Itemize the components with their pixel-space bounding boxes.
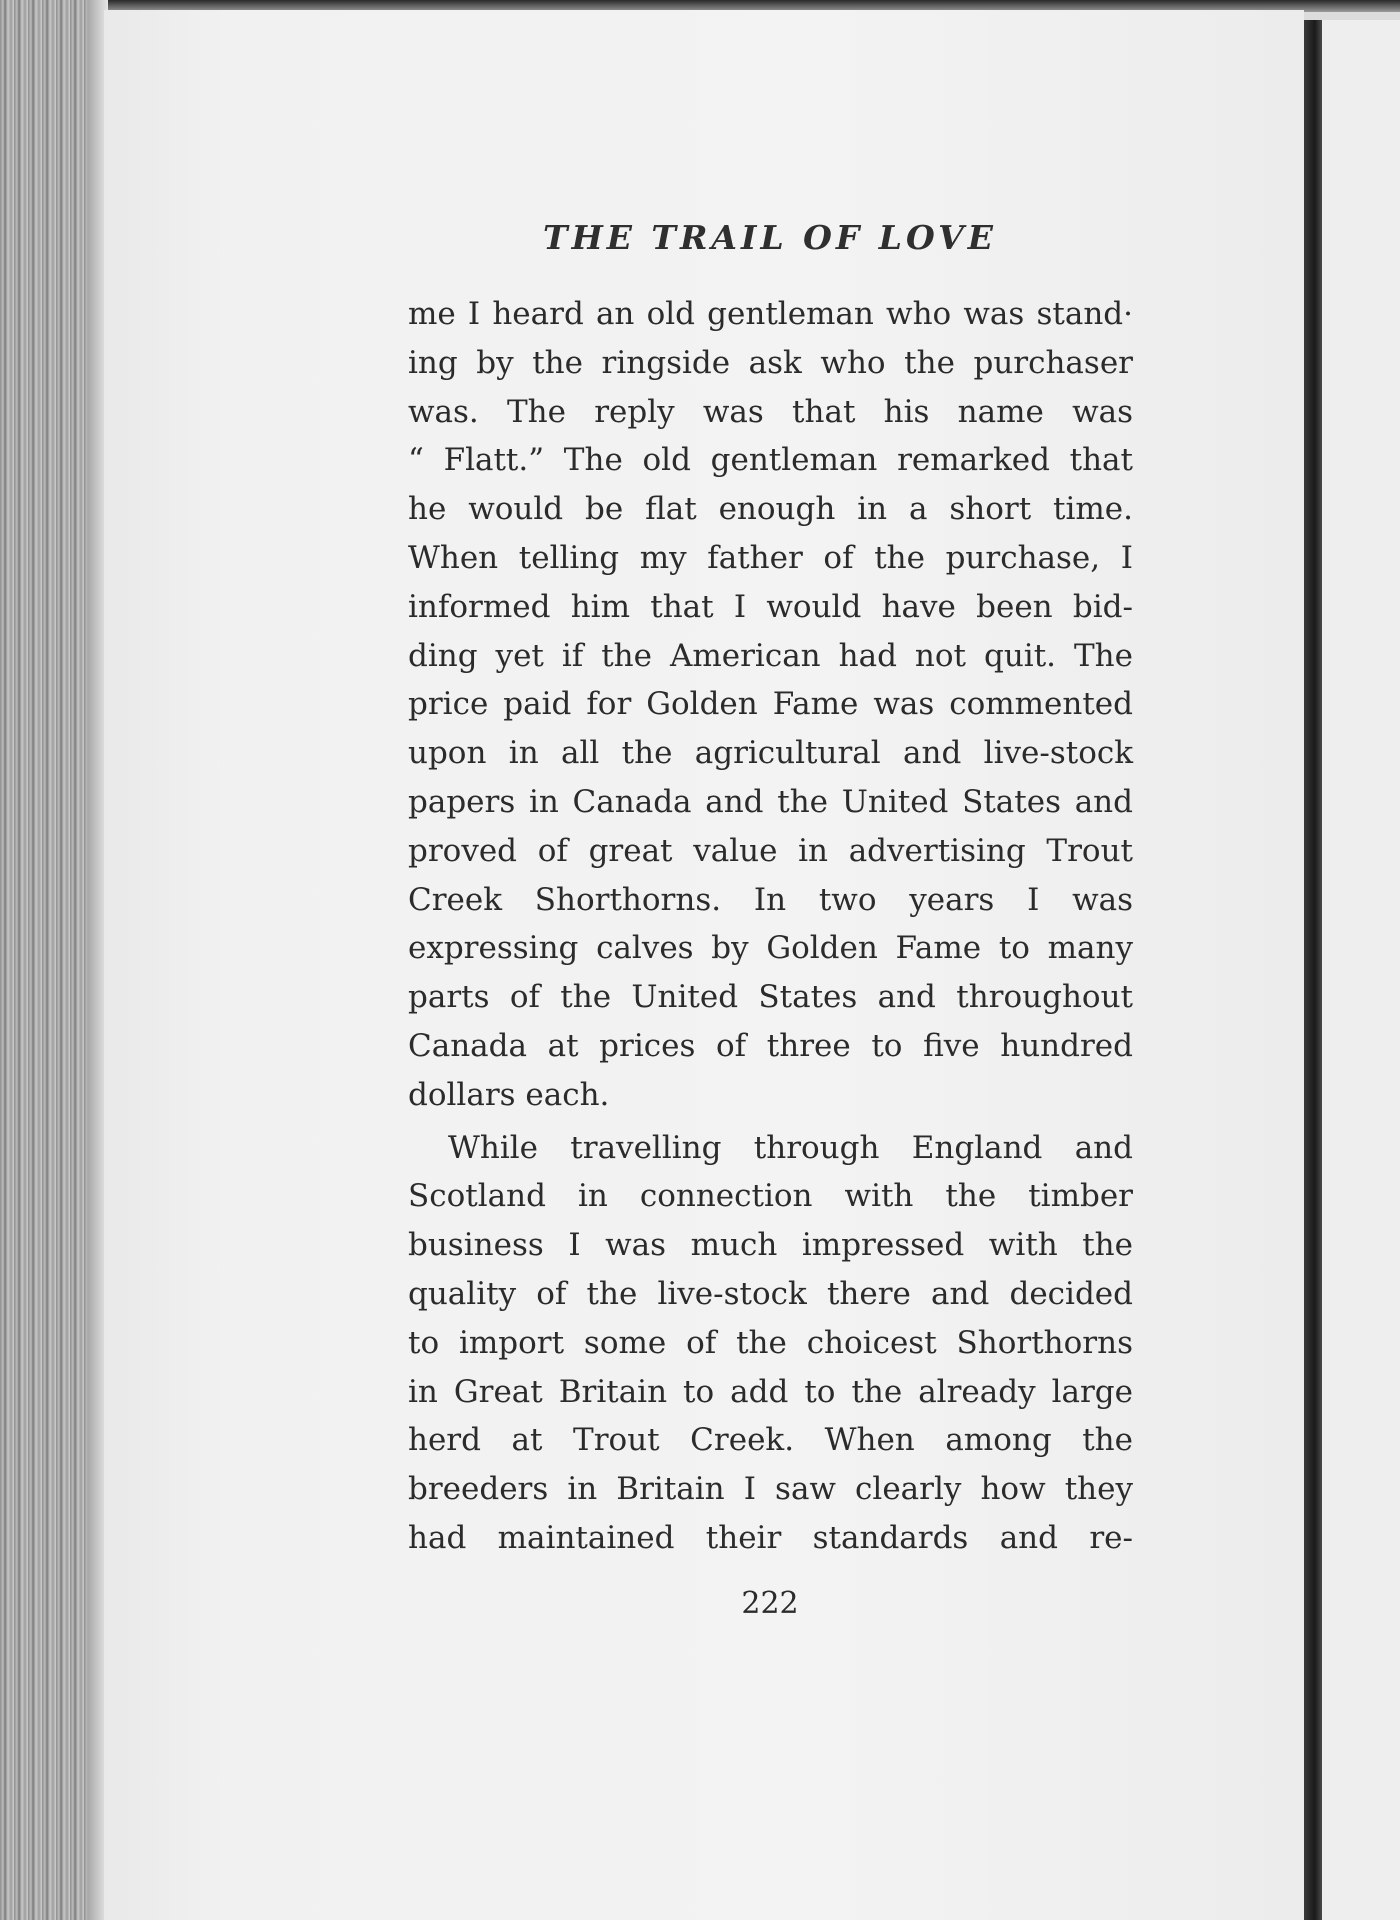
running-head: THE TRAIL OF LOVE — [543, 218, 997, 257]
text-line: was. The reply was that his name was — [408, 393, 1133, 430]
text-line: ding yet if the American had not quit. The — [408, 637, 1133, 674]
text-line: expressing calves by Golden Fame to many — [408, 930, 1133, 967]
book-page-stack-edge — [0, 0, 92, 1920]
text-line: While travelling through England and — [448, 1129, 1133, 1166]
text-line: Scotland in connection with the timber — [408, 1178, 1133, 1215]
paragraph — [408, 290, 1133, 1120]
text-line: dollars each. — [408, 1076, 610, 1113]
text-line: upon in all the agricultural and live-stock — [408, 735, 1133, 772]
book-binding-edge — [1304, 20, 1322, 1920]
text-line: Creek Shorthorns. In two years I was — [408, 881, 1133, 918]
text-line: papers in Canada and the United States and — [408, 783, 1133, 820]
text-line: business I was much impressed with the — [408, 1227, 1133, 1264]
text-line: to import some of the choicest Shorthorns — [408, 1324, 1133, 1361]
text-line: informed him that I would have been bid- — [408, 588, 1133, 625]
text-line: price paid for Golden Fame was commented — [408, 686, 1133, 723]
text-line: had maintained their standards and re- — [408, 1519, 1133, 1556]
text-line: When telling my father of the purchase, I — [408, 539, 1133, 576]
text-line: proved of great value in advertising Trout — [408, 832, 1133, 869]
text-line: quality of the live-stock there and decided — [408, 1275, 1133, 1312]
body-text — [408, 290, 1133, 1563]
text-line: Canada at prices of three to five hundred — [408, 1027, 1133, 1064]
text-line: ing by the ringside ask who the purchaser — [408, 344, 1133, 381]
page-number: 222 — [741, 1586, 799, 1621]
text-line: herd at Trout Creek. When among the — [408, 1422, 1133, 1459]
text-line: in Great Britain to add to the already large — [408, 1373, 1133, 1410]
text-line: parts of the United States and throughout — [408, 979, 1133, 1016]
text-line: “ Flatt.” The old gentleman remarked that — [408, 442, 1133, 479]
paragraph — [408, 1124, 1133, 1563]
text-line: breeders in Britain I saw clearly how they — [408, 1471, 1133, 1508]
text-line: me I heard an old gentleman who was stand· — [408, 296, 1133, 332]
text-line: he would be flat enough in a short time. — [408, 491, 1133, 528]
facing-page-edge — [1322, 20, 1400, 1920]
